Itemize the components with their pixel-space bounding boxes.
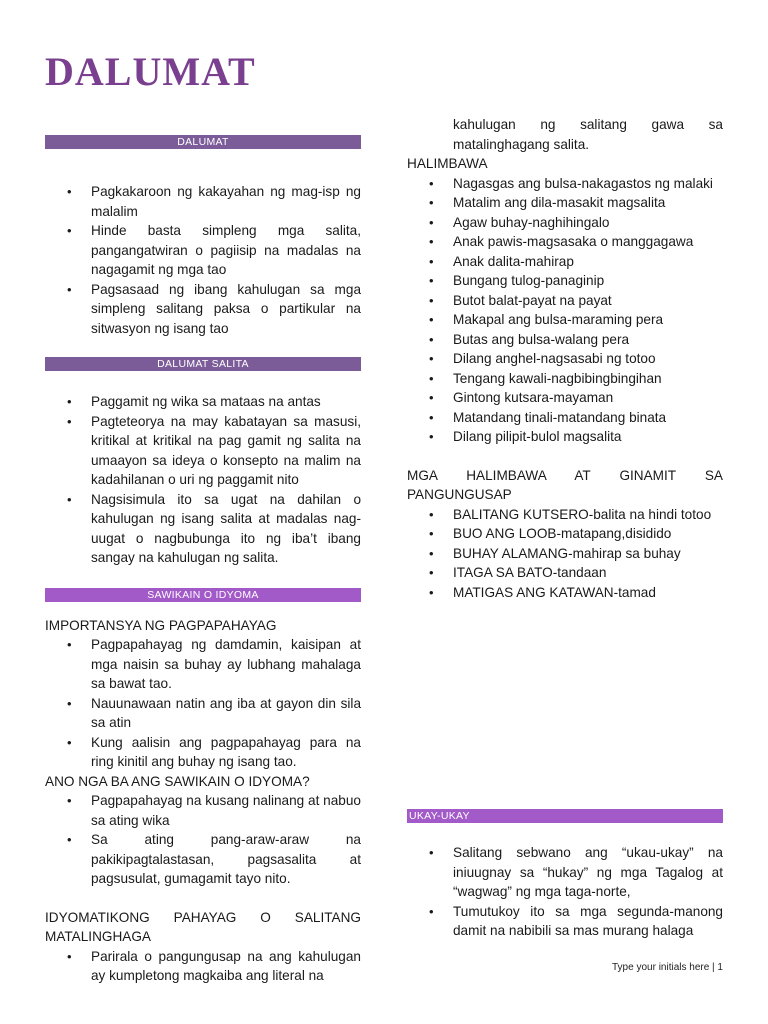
- list-item: • Pagsasaad ng ibang kahulugan sa mga simpleng salitang paksa o partikular na sitwasyon ng isang tao: [45, 280, 361, 339]
- section-heading: ANO NGA BA ANG SAWIKAIN O IDYOMA?: [45, 773, 310, 789]
- list-item: • BALITANG KUTSERO-balita na hindi totoo: [407, 505, 723, 525]
- list-item: • BUHAY ALAMANG-mahirap sa buhay: [407, 544, 723, 564]
- list-item: • Kung aalisin ang pagpapahayag para na ring kinitil ang buhay ng isang tao.: [45, 733, 361, 772]
- list-item: • Matalim ang dila-masakit magsalita: [407, 193, 723, 213]
- list-item: • Gintong kutsara-mayaman: [407, 388, 723, 408]
- list-item: • MATIGAS ANG KATAWAN-tamad: [407, 583, 723, 603]
- list-item: • Tumutukoy ito sa mga segunda-manong damit na nabibili sa mas murang halaga: [407, 902, 723, 941]
- list-item: • Bungang tulog-panaginip: [407, 271, 723, 291]
- section-heading: HALIMBAWA: [407, 156, 488, 171]
- list-item: • Pagpapahayag na kusang nalinang at nabuo sa ating wika: [45, 791, 361, 830]
- dalumat-salita-list: [45, 392, 361, 568]
- list-item: • Anak pawis-magsasaka o manggagawa: [407, 232, 723, 252]
- list-item: • Dilang pilipit-bulol magsalita: [407, 427, 723, 447]
- section-bar-dalumat-salita: DALUMAT SALITA: [45, 357, 361, 371]
- list-item: • Matandang tinali-matandang binata: [407, 408, 723, 428]
- list-item: • BUO ANG LOOB-matapang,disidido: [407, 524, 723, 544]
- list-item: • Nauunawaan natin ang iba at gayon din sila sa atin: [45, 694, 361, 733]
- list-item: • Makapal ang bulsa-maraming pera: [407, 310, 723, 330]
- list-item: • Nagsisimula ito sa ugat na dahilan o kahulugan ng isang salita at madalas nag-uugat o nagbubunga ito ng iba’t ibang sangay na kahulugan ng salita.: [45, 490, 361, 568]
- section-bar-sawikain: SAWIKAIN O IDYOMA: [45, 588, 361, 602]
- list-item: • Hinde basta simpleng mga salita, pangangatwiran o pagiisip na madalas na nagagamit ng mga tao: [45, 221, 361, 280]
- list-item: • Paggamit ng wika sa mataas na antas: [45, 392, 361, 412]
- section-bar-dalumat: DALUMAT: [45, 135, 361, 149]
- page-footer: Type your initials here | 1: [612, 962, 723, 973]
- list-item: • Tengang kawali-nagbibingbingihan: [407, 369, 723, 389]
- list-item: • Pagpapahayag ng damdamin, kaisipan at mga naisin sa buhay ay lubhang mahalaga sa bawat tao.: [45, 635, 361, 694]
- list-item: • Butot balat-payat na payat: [407, 291, 723, 311]
- dalumat-list: [45, 182, 361, 338]
- list-item: • Nagasgas ang bulsa-nakagastos ng malaki: [407, 174, 723, 194]
- right-column: [407, 115, 723, 941]
- section-heading: MGA HALIMBAWA AT GINAMIT SA PANGUNGUSAP: [407, 467, 723, 502]
- document-title: DALUMAT: [45, 49, 256, 94]
- left-column: [45, 135, 361, 986]
- pangungusap-list: [407, 505, 723, 603]
- list-item: • Butas ang bulsa-walang pera: [407, 330, 723, 350]
- list-item: • Pagkakaroon ng kakayahan ng mag-isp ng malalim: [45, 182, 361, 221]
- ukay-ukay-list: [407, 843, 723, 941]
- section-heading: IDYOMATIKONG PAHAYAG O SALITANG MATALINGHAGA: [45, 909, 361, 944]
- idyomatiko-list: [45, 947, 361, 986]
- section-bar-ukay-ukay: UKAY-UKAY: [407, 809, 723, 823]
- sawikain-list: [45, 791, 361, 889]
- list-item: • ITAGA SA BATO-tandaan: [407, 563, 723, 583]
- list-item: • Anak dalita-mahirap: [407, 252, 723, 272]
- continued-paragraph: kahulugan ng salitang gawa sa matalinghagang salita.: [453, 117, 723, 152]
- halimbawa-list: [407, 174, 723, 447]
- list-item: • Salitang sebwano ang “ukau-ukay” na iniuugnay sa “hukay” ng mga Tagalog at “wagwag” ng mga taga-norte,: [407, 843, 723, 902]
- section-heading: IMPORTANSYA NG PAGPAPAHAYAG: [45, 617, 277, 633]
- list-item: • Parirala o pangungusap na ang kahulugan ay kumpletong magkaiba ang literal na: [45, 947, 361, 986]
- list-item: • Agaw buhay-naghihingalo: [407, 213, 723, 233]
- importansya-list: [45, 635, 361, 772]
- list-item: • Sa ating pang-araw-araw na pakikipagtalastasan, pagsasalita at pagsusulat, gumagamit tayo nito.: [45, 830, 361, 889]
- list-item: • Pagteteorya na may kabatayan sa masusi, kritikal at kritikal na pag gamit ng salita na umaayon sa ideya o konsepto na malim na kadahilanan o uri ng paggamit nito: [45, 412, 361, 490]
- list-item: • Dilang anghel-nagsasabi ng totoo: [407, 349, 723, 369]
